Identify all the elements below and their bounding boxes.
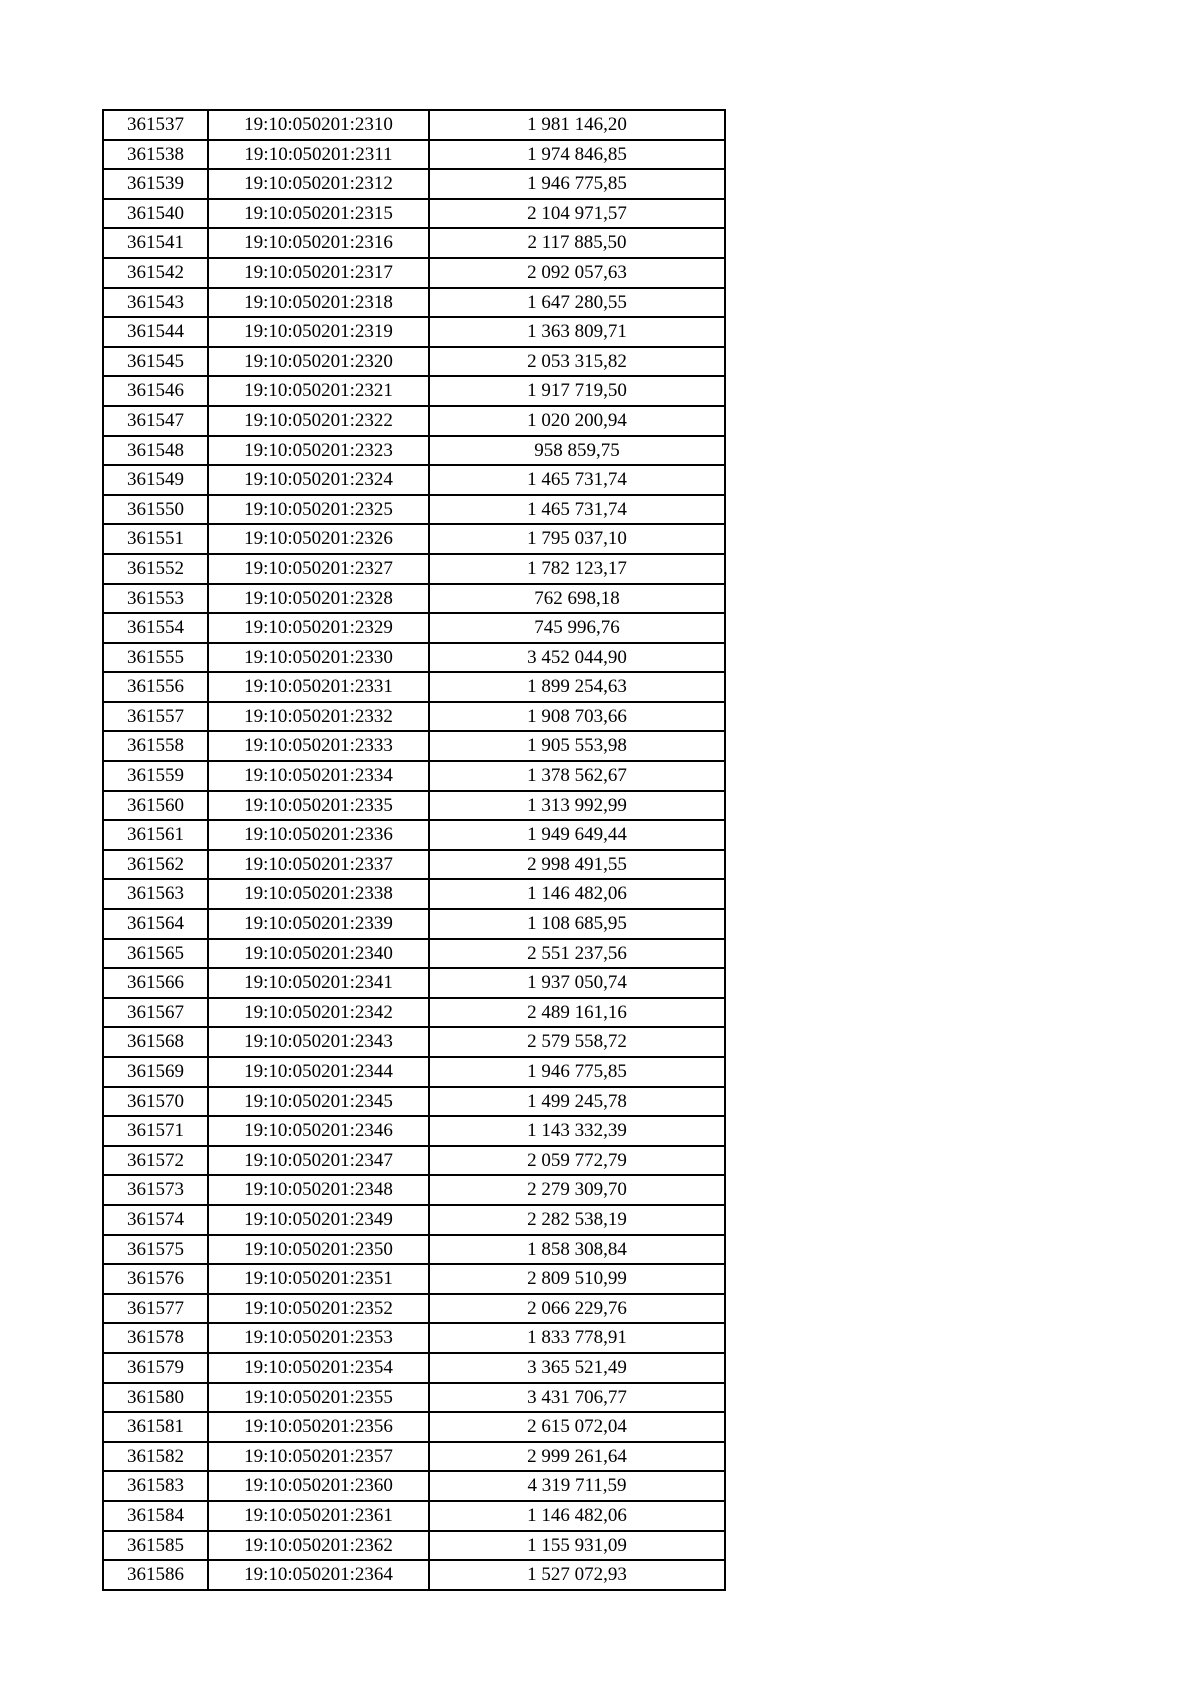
cadastral-number-cell: 19:10:050201:2316 xyxy=(208,228,429,258)
table-row xyxy=(103,1146,725,1176)
cadastral-number-cell: 19:10:050201:2332 xyxy=(208,702,429,732)
value-cell: 1 143 332,39 xyxy=(429,1116,725,1146)
row-number-cell: 361561 xyxy=(103,820,208,850)
cadastral-number-cell: 19:10:050201:2326 xyxy=(208,524,429,554)
table-row xyxy=(103,406,725,436)
row-number-cell: 361583 xyxy=(103,1471,208,1501)
cadastral-number-cell: 19:10:050201:2310 xyxy=(208,110,429,140)
table-row xyxy=(103,761,725,791)
value-cell: 1 833 778,91 xyxy=(429,1323,725,1353)
cadastral-number-cell: 19:10:050201:2317 xyxy=(208,258,429,288)
cadastral-number-cell: 19:10:050201:2355 xyxy=(208,1383,429,1413)
cadastral-number-cell: 19:10:050201:2320 xyxy=(208,347,429,377)
table-row xyxy=(103,1057,725,1087)
value-cell: 2 282 538,19 xyxy=(429,1205,725,1235)
cadastral-number-cell: 19:10:050201:2331 xyxy=(208,672,429,702)
value-cell: 1 527 072,93 xyxy=(429,1560,725,1590)
cadastral-number-cell: 19:10:050201:2360 xyxy=(208,1471,429,1501)
cadastral-number-cell: 19:10:050201:2321 xyxy=(208,376,429,406)
row-number-cell: 361564 xyxy=(103,909,208,939)
row-number-cell: 361579 xyxy=(103,1353,208,1383)
cadastral-number-cell: 19:10:050201:2322 xyxy=(208,406,429,436)
table-row xyxy=(103,1560,725,1590)
value-cell: 1 974 846,85 xyxy=(429,140,725,170)
table-row xyxy=(103,731,725,761)
table-row xyxy=(103,169,725,199)
cadastral-number-cell: 19:10:050201:2354 xyxy=(208,1353,429,1383)
value-cell: 2 053 315,82 xyxy=(429,347,725,377)
value-cell: 2 059 772,79 xyxy=(429,1146,725,1176)
table-row xyxy=(103,850,725,880)
cadastral-value-table xyxy=(102,109,726,1591)
row-number-cell: 361586 xyxy=(103,1560,208,1590)
table-row xyxy=(103,909,725,939)
table-row xyxy=(103,998,725,1028)
value-cell: 1 378 562,67 xyxy=(429,761,725,791)
value-cell: 1 465 731,74 xyxy=(429,495,725,525)
cadastral-number-cell: 19:10:050201:2357 xyxy=(208,1442,429,1472)
row-number-cell: 361571 xyxy=(103,1116,208,1146)
row-number-cell: 361566 xyxy=(103,968,208,998)
table-body xyxy=(103,110,725,1590)
table-row xyxy=(103,1383,725,1413)
row-number-cell: 361560 xyxy=(103,791,208,821)
table-row xyxy=(103,820,725,850)
value-cell: 2 579 558,72 xyxy=(429,1027,725,1057)
value-cell: 1 937 050,74 xyxy=(429,968,725,998)
table-row xyxy=(103,1531,725,1561)
table-row xyxy=(103,672,725,702)
row-number-cell: 361584 xyxy=(103,1501,208,1531)
value-cell: 2 999 261,64 xyxy=(429,1442,725,1472)
cadastral-number-cell: 19:10:050201:2323 xyxy=(208,436,429,466)
table-row xyxy=(103,939,725,969)
cadastral-number-cell: 19:10:050201:2330 xyxy=(208,643,429,673)
value-cell: 1 647 280,55 xyxy=(429,288,725,318)
row-number-cell: 361549 xyxy=(103,465,208,495)
value-cell: 2 489 161,16 xyxy=(429,998,725,1028)
cadastral-number-cell: 19:10:050201:2340 xyxy=(208,939,429,969)
cadastral-number-cell: 19:10:050201:2312 xyxy=(208,169,429,199)
table-row xyxy=(103,1235,725,1265)
cadastral-number-cell: 19:10:050201:2345 xyxy=(208,1087,429,1117)
row-number-cell: 361540 xyxy=(103,199,208,229)
value-cell: 1 499 245,78 xyxy=(429,1087,725,1117)
table-row xyxy=(103,879,725,909)
table-row xyxy=(103,495,725,525)
cadastral-number-cell: 19:10:050201:2336 xyxy=(208,820,429,850)
cadastral-number-cell: 19:10:050201:2361 xyxy=(208,1501,429,1531)
cadastral-number-cell: 19:10:050201:2347 xyxy=(208,1146,429,1176)
cadastral-number-cell: 19:10:050201:2352 xyxy=(208,1294,429,1324)
table-row xyxy=(103,554,725,584)
table-row xyxy=(103,1294,725,1324)
cadastral-number-cell: 19:10:050201:2362 xyxy=(208,1531,429,1561)
table-row xyxy=(103,968,725,998)
cadastral-number-cell: 19:10:050201:2356 xyxy=(208,1412,429,1442)
value-cell: 1 899 254,63 xyxy=(429,672,725,702)
cadastral-number-cell: 19:10:050201:2337 xyxy=(208,850,429,880)
value-cell: 2 615 072,04 xyxy=(429,1412,725,1442)
table-row xyxy=(103,643,725,673)
table-row xyxy=(103,110,725,140)
value-cell: 3 365 521,49 xyxy=(429,1353,725,1383)
value-cell: 2 998 491,55 xyxy=(429,850,725,880)
cadastral-number-cell: 19:10:050201:2328 xyxy=(208,584,429,614)
cadastral-number-cell: 19:10:050201:2325 xyxy=(208,495,429,525)
value-cell: 1 363 809,71 xyxy=(429,317,725,347)
table-row xyxy=(103,1471,725,1501)
row-number-cell: 361545 xyxy=(103,347,208,377)
row-number-cell: 361550 xyxy=(103,495,208,525)
row-number-cell: 361573 xyxy=(103,1175,208,1205)
cadastral-number-cell: 19:10:050201:2319 xyxy=(208,317,429,347)
value-cell: 1 108 685,95 xyxy=(429,909,725,939)
row-number-cell: 361557 xyxy=(103,702,208,732)
table-row xyxy=(103,584,725,614)
value-cell: 2 066 229,76 xyxy=(429,1294,725,1324)
row-number-cell: 361555 xyxy=(103,643,208,673)
value-cell: 3 431 706,77 xyxy=(429,1383,725,1413)
table-row xyxy=(103,791,725,821)
row-number-cell: 361541 xyxy=(103,228,208,258)
cadastral-number-cell: 19:10:050201:2341 xyxy=(208,968,429,998)
cadastral-number-cell: 19:10:050201:2346 xyxy=(208,1116,429,1146)
row-number-cell: 361576 xyxy=(103,1264,208,1294)
cadastral-number-cell: 19:10:050201:2339 xyxy=(208,909,429,939)
value-cell: 1 782 123,17 xyxy=(429,554,725,584)
cadastral-number-cell: 19:10:050201:2353 xyxy=(208,1323,429,1353)
row-number-cell: 361558 xyxy=(103,731,208,761)
table-row xyxy=(103,702,725,732)
row-number-cell: 361578 xyxy=(103,1323,208,1353)
value-cell: 1 146 482,06 xyxy=(429,1501,725,1531)
row-number-cell: 361581 xyxy=(103,1412,208,1442)
cadastral-number-cell: 19:10:050201:2351 xyxy=(208,1264,429,1294)
value-cell: 745 996,76 xyxy=(429,613,725,643)
row-number-cell: 361565 xyxy=(103,939,208,969)
table-row xyxy=(103,524,725,554)
table-row xyxy=(103,1175,725,1205)
row-number-cell: 361568 xyxy=(103,1027,208,1057)
value-cell: 1 465 731,74 xyxy=(429,465,725,495)
value-cell: 2 117 885,50 xyxy=(429,228,725,258)
value-cell: 1 949 649,44 xyxy=(429,820,725,850)
row-number-cell: 361577 xyxy=(103,1294,208,1324)
value-cell: 2 279 309,70 xyxy=(429,1175,725,1205)
cadastral-number-cell: 19:10:050201:2335 xyxy=(208,791,429,821)
value-cell: 1 946 775,85 xyxy=(429,169,725,199)
row-number-cell: 361559 xyxy=(103,761,208,791)
value-cell: 3 452 044,90 xyxy=(429,643,725,673)
row-number-cell: 361562 xyxy=(103,850,208,880)
table-row xyxy=(103,376,725,406)
row-number-cell: 361537 xyxy=(103,110,208,140)
row-number-cell: 361551 xyxy=(103,524,208,554)
row-number-cell: 361575 xyxy=(103,1235,208,1265)
table-row xyxy=(103,1027,725,1057)
value-cell: 2 551 237,56 xyxy=(429,939,725,969)
value-cell: 1 020 200,94 xyxy=(429,406,725,436)
value-cell: 1 858 308,84 xyxy=(429,1235,725,1265)
cadastral-number-cell: 19:10:050201:2338 xyxy=(208,879,429,909)
row-number-cell: 361580 xyxy=(103,1383,208,1413)
row-number-cell: 361553 xyxy=(103,584,208,614)
cadastral-number-cell: 19:10:050201:2349 xyxy=(208,1205,429,1235)
cadastral-number-cell: 19:10:050201:2364 xyxy=(208,1560,429,1590)
value-cell: 958 859,75 xyxy=(429,436,725,466)
value-cell: 1 313 992,99 xyxy=(429,791,725,821)
table-row xyxy=(103,288,725,318)
table-row xyxy=(103,347,725,377)
table-row xyxy=(103,1087,725,1117)
value-cell: 1 946 775,85 xyxy=(429,1057,725,1087)
table-row xyxy=(103,1205,725,1235)
value-cell: 1 795 037,10 xyxy=(429,524,725,554)
table-row xyxy=(103,1116,725,1146)
row-number-cell: 361547 xyxy=(103,406,208,436)
cadastral-number-cell: 19:10:050201:2342 xyxy=(208,998,429,1028)
cadastral-number-cell: 19:10:050201:2334 xyxy=(208,761,429,791)
value-cell: 2 092 057,63 xyxy=(429,258,725,288)
cadastral-number-cell: 19:10:050201:2315 xyxy=(208,199,429,229)
table-row xyxy=(103,1323,725,1353)
value-cell: 2 809 510,99 xyxy=(429,1264,725,1294)
cadastral-number-cell: 19:10:050201:2343 xyxy=(208,1027,429,1057)
row-number-cell: 361544 xyxy=(103,317,208,347)
row-number-cell: 361570 xyxy=(103,1087,208,1117)
table-row xyxy=(103,1412,725,1442)
value-cell: 1 908 703,66 xyxy=(429,702,725,732)
table-row xyxy=(103,436,725,466)
row-number-cell: 361548 xyxy=(103,436,208,466)
cadastral-number-cell: 19:10:050201:2311 xyxy=(208,140,429,170)
cadastral-number-cell: 19:10:050201:2333 xyxy=(208,731,429,761)
row-number-cell: 361542 xyxy=(103,258,208,288)
cadastral-number-cell: 19:10:050201:2318 xyxy=(208,288,429,318)
row-number-cell: 361556 xyxy=(103,672,208,702)
value-cell: 1 146 482,06 xyxy=(429,879,725,909)
table-row xyxy=(103,613,725,643)
value-cell: 1 981 146,20 xyxy=(429,110,725,140)
row-number-cell: 361552 xyxy=(103,554,208,584)
table-row xyxy=(103,258,725,288)
row-number-cell: 361582 xyxy=(103,1442,208,1472)
table-row xyxy=(103,317,725,347)
row-number-cell: 361585 xyxy=(103,1531,208,1561)
cadastral-number-cell: 19:10:050201:2348 xyxy=(208,1175,429,1205)
row-number-cell: 361538 xyxy=(103,140,208,170)
value-cell: 762 698,18 xyxy=(429,584,725,614)
value-cell: 1 917 719,50 xyxy=(429,376,725,406)
value-cell: 2 104 971,57 xyxy=(429,199,725,229)
table-row xyxy=(103,465,725,495)
cadastral-number-cell: 19:10:050201:2344 xyxy=(208,1057,429,1087)
table-row xyxy=(103,1353,725,1383)
row-number-cell: 361567 xyxy=(103,998,208,1028)
table-row xyxy=(103,1264,725,1294)
table-row xyxy=(103,199,725,229)
row-number-cell: 361554 xyxy=(103,613,208,643)
row-number-cell: 361543 xyxy=(103,288,208,318)
row-number-cell: 361563 xyxy=(103,879,208,909)
row-number-cell: 361546 xyxy=(103,376,208,406)
cadastral-number-cell: 19:10:050201:2350 xyxy=(208,1235,429,1265)
cadastral-number-cell: 19:10:050201:2327 xyxy=(208,554,429,584)
row-number-cell: 361574 xyxy=(103,1205,208,1235)
row-number-cell: 361569 xyxy=(103,1057,208,1087)
table-row xyxy=(103,1442,725,1472)
table-row xyxy=(103,228,725,258)
value-cell: 4 319 711,59 xyxy=(429,1471,725,1501)
table-row xyxy=(103,140,725,170)
cadastral-number-cell: 19:10:050201:2329 xyxy=(208,613,429,643)
table-row xyxy=(103,1501,725,1531)
value-cell: 1 155 931,09 xyxy=(429,1531,725,1561)
value-cell: 1 905 553,98 xyxy=(429,731,725,761)
cadastral-number-cell: 19:10:050201:2324 xyxy=(208,465,429,495)
row-number-cell: 361539 xyxy=(103,169,208,199)
row-number-cell: 361572 xyxy=(103,1146,208,1176)
